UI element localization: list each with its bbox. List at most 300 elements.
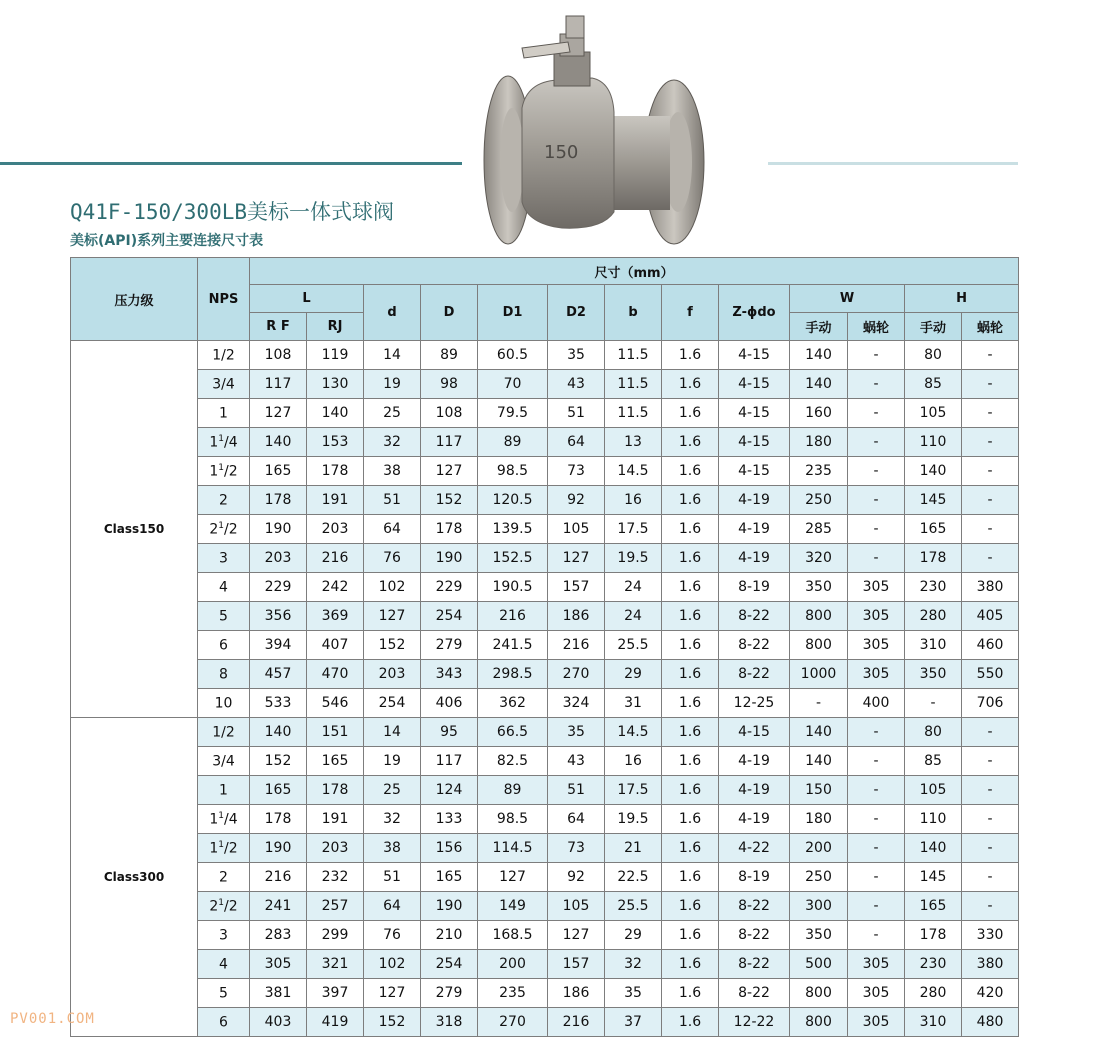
cell-d: 133: [421, 805, 478, 834]
cell-d1: 114.5: [478, 834, 548, 863]
cell-w-manual: 140: [790, 370, 848, 399]
cell-rj: 178: [307, 457, 364, 486]
cell-d: 190: [421, 892, 478, 921]
cell-d: 14: [364, 341, 421, 370]
cell-d: 318: [421, 1008, 478, 1037]
cell-w-worm: -: [848, 486, 905, 515]
cell-b: 11.5: [605, 370, 662, 399]
cell-d: 89: [421, 341, 478, 370]
cell-rj: 369: [307, 602, 364, 631]
cell-f: 1.6: [662, 689, 719, 718]
nps-fraction: /4: [224, 434, 238, 451]
cell-w-worm: 400: [848, 689, 905, 718]
nps-whole: 1: [209, 840, 219, 857]
cell-rj: 470: [307, 660, 364, 689]
table-row: [71, 428, 1019, 457]
cell-h-worm: 706: [962, 689, 1019, 718]
cell-z: 8-22: [719, 950, 790, 979]
cell-d: 406: [421, 689, 478, 718]
cell-d: 254: [421, 602, 478, 631]
header-l: L: [250, 285, 364, 313]
cell-z: 4-22: [719, 834, 790, 863]
cell-z: 8-22: [719, 660, 790, 689]
cell-d2: 92: [548, 863, 605, 892]
cell-f: 1.6: [662, 979, 719, 1008]
cell-d2: 127: [548, 544, 605, 573]
cell-h-manual: 105: [905, 399, 962, 428]
cell-z: 12-22: [719, 1008, 790, 1037]
cell-d1: 127: [478, 863, 548, 892]
cell-d2: 92: [548, 486, 605, 515]
header-rule-right: [768, 162, 1018, 165]
cell-f: 1.6: [662, 370, 719, 399]
cell-b: 13: [605, 428, 662, 457]
cell-z: 4-15: [719, 341, 790, 370]
cell-b: 19.5: [605, 805, 662, 834]
cell-z: 4-19: [719, 544, 790, 573]
cell-h-manual: 80: [905, 718, 962, 747]
cell-w-worm: -: [848, 718, 905, 747]
cell-rf: 190: [250, 834, 307, 863]
nps-fraction: /2: [224, 840, 238, 857]
table-row: [71, 950, 1019, 979]
nps-cell: [198, 428, 250, 457]
table-row: [71, 718, 1019, 747]
cell-d2: 73: [548, 457, 605, 486]
cell-h-worm: -: [962, 486, 1019, 515]
header-w-worm: 蜗轮: [848, 313, 905, 341]
cell-h-manual: 140: [905, 457, 962, 486]
cell-w-manual: 1000: [790, 660, 848, 689]
header-rj: RJ: [307, 313, 364, 341]
cell-rf: 178: [250, 805, 307, 834]
table-row: [71, 805, 1019, 834]
nps-fraction-numerator: 1: [218, 520, 225, 531]
cell-h-manual: 165: [905, 515, 962, 544]
cell-w-worm: -: [848, 805, 905, 834]
cell-d: 76: [364, 544, 421, 573]
cell-z: 4-15: [719, 718, 790, 747]
cell-w-worm: -: [848, 892, 905, 921]
header-d: d: [364, 285, 421, 341]
cell-d2: 270: [548, 660, 605, 689]
cell-d: 102: [364, 573, 421, 602]
table-row: [71, 631, 1019, 660]
cell-h-worm: -: [962, 544, 1019, 573]
cell-rj: 191: [307, 805, 364, 834]
cell-w-manual: 180: [790, 805, 848, 834]
cell-rf: 178: [250, 486, 307, 515]
cell-d1: 98.5: [478, 805, 548, 834]
cell-d1: 190.5: [478, 573, 548, 602]
cell-w-worm: 305: [848, 602, 905, 631]
cell-w-worm: -: [848, 921, 905, 950]
cell-b: 37: [605, 1008, 662, 1037]
cell-w-worm: -: [848, 544, 905, 573]
table-row: [71, 370, 1019, 399]
pressure-class-label: Class300: [71, 718, 198, 1037]
cell-rj: 321: [307, 950, 364, 979]
cell-d: 124: [421, 776, 478, 805]
cell-rf: 216: [250, 863, 307, 892]
cell-d1: 89: [478, 428, 548, 457]
cell-f: 1.6: [662, 544, 719, 573]
cell-w-manual: 180: [790, 428, 848, 457]
header-h-manual: 手动: [905, 313, 962, 341]
cell-d: 14: [364, 718, 421, 747]
cell-rf: 241: [250, 892, 307, 921]
cell-d: 343: [421, 660, 478, 689]
cell-d: 127: [421, 457, 478, 486]
cell-z: 4-19: [719, 805, 790, 834]
cell-w-manual: -: [790, 689, 848, 718]
nps-whole: 10: [214, 695, 233, 712]
cell-rf: 533: [250, 689, 307, 718]
nps-whole: 6: [219, 1014, 228, 1031]
cell-h-manual: 230: [905, 950, 962, 979]
cell-rf: 457: [250, 660, 307, 689]
cell-w-worm: -: [848, 747, 905, 776]
cell-w-worm: -: [848, 776, 905, 805]
header-d2: D2: [548, 285, 605, 341]
cell-rf: 203: [250, 544, 307, 573]
cell-w-worm: -: [848, 457, 905, 486]
cell-w-manual: 350: [790, 921, 848, 950]
nps-cell: [198, 776, 250, 805]
cell-d: 51: [364, 863, 421, 892]
table-row: [71, 515, 1019, 544]
cell-z: 8-19: [719, 863, 790, 892]
cell-d: 19: [364, 370, 421, 399]
nps-cell: [198, 370, 250, 399]
cell-h-manual: 280: [905, 602, 962, 631]
table-row: [71, 660, 1019, 689]
nps-cell: [198, 515, 250, 544]
nps-fraction-numerator: 1: [218, 462, 225, 473]
cell-z: 4-15: [719, 457, 790, 486]
table-row: [71, 399, 1019, 428]
table-row: [71, 573, 1019, 602]
nps-whole: 5: [219, 985, 228, 1002]
nps-whole: 1: [209, 811, 219, 828]
cell-w-worm: 305: [848, 631, 905, 660]
table-row: [71, 1008, 1019, 1037]
pressure-class-label: Class150: [71, 341, 198, 718]
cell-z: 8-22: [719, 631, 790, 660]
header-w: W: [790, 285, 905, 313]
cell-h-manual: 110: [905, 805, 962, 834]
cell-b: 17.5: [605, 515, 662, 544]
cell-z: 8-22: [719, 602, 790, 631]
cell-h-worm: 480: [962, 1008, 1019, 1037]
cell-f: 1.6: [662, 1008, 719, 1037]
page-subtitle: 美标(API)系列主要连接尺寸表: [70, 233, 264, 249]
cell-h-worm: -: [962, 863, 1019, 892]
cell-d: 98: [421, 370, 478, 399]
nps-whole: 1: [209, 434, 219, 451]
cell-b: 32: [605, 950, 662, 979]
cell-d: 279: [421, 631, 478, 660]
cell-d: 152: [364, 1008, 421, 1037]
cell-d2: 35: [548, 341, 605, 370]
nps-cell: [198, 950, 250, 979]
cell-rj: 397: [307, 979, 364, 1008]
table-row: [71, 921, 1019, 950]
cell-w-manual: 800: [790, 602, 848, 631]
cell-h-manual: 145: [905, 486, 962, 515]
nps-whole: 2: [209, 898, 219, 915]
nps-whole: 1: [209, 463, 219, 480]
cell-d: 203: [364, 660, 421, 689]
cell-w-worm: -: [848, 515, 905, 544]
cell-d: 76: [364, 921, 421, 950]
nps-cell: [198, 399, 250, 428]
nps-cell: [198, 689, 250, 718]
cell-w-manual: 250: [790, 863, 848, 892]
cell-h-manual: 165: [905, 892, 962, 921]
nps-fraction-numerator: 1: [218, 810, 225, 821]
nps-cell: [198, 747, 250, 776]
dimension-table: [70, 257, 1019, 1037]
cell-f: 1.6: [662, 950, 719, 979]
cell-z: 4-15: [719, 370, 790, 399]
cell-h-manual: 178: [905, 544, 962, 573]
cell-b: 29: [605, 660, 662, 689]
cell-d: 127: [364, 979, 421, 1008]
cell-z: 4-19: [719, 776, 790, 805]
cell-b: 11.5: [605, 341, 662, 370]
cell-d2: 324: [548, 689, 605, 718]
cell-d: 117: [421, 428, 478, 457]
cell-b: 16: [605, 747, 662, 776]
cell-h-worm: 330: [962, 921, 1019, 950]
nps-cell: [198, 457, 250, 486]
table-row: [71, 544, 1019, 573]
table-row: [71, 863, 1019, 892]
cell-d1: 66.5: [478, 718, 548, 747]
table-row: [71, 689, 1019, 718]
nps-fraction: 3/4: [212, 753, 235, 770]
cell-d1: 168.5: [478, 921, 548, 950]
cell-h-worm: -: [962, 457, 1019, 486]
cell-d: 165: [421, 863, 478, 892]
cell-h-worm: -: [962, 428, 1019, 457]
nps-cell: [198, 718, 250, 747]
cell-rf: 356: [250, 602, 307, 631]
nps-cell: [198, 631, 250, 660]
cell-h-worm: 380: [962, 950, 1019, 979]
cell-w-worm: -: [848, 834, 905, 863]
cell-rf: 165: [250, 776, 307, 805]
header-h: H: [905, 285, 1019, 313]
nps-whole: 2: [209, 521, 219, 538]
cell-rj: 546: [307, 689, 364, 718]
cell-rj: 299: [307, 921, 364, 950]
cell-w-manual: 150: [790, 776, 848, 805]
cell-d: 152: [364, 631, 421, 660]
cell-d: 108: [421, 399, 478, 428]
cell-d: 190: [421, 544, 478, 573]
cell-d: 25: [364, 399, 421, 428]
cell-b: 19.5: [605, 544, 662, 573]
ball-valve-image: [482, 12, 722, 248]
cell-d: 32: [364, 805, 421, 834]
cell-f: 1.6: [662, 660, 719, 689]
cell-w-manual: 140: [790, 718, 848, 747]
cell-d: 38: [364, 834, 421, 863]
cell-rf: 117: [250, 370, 307, 399]
cell-b: 29: [605, 921, 662, 950]
cell-rj: 191: [307, 486, 364, 515]
cell-f: 1.6: [662, 834, 719, 863]
nps-whole: 1: [219, 405, 228, 422]
cell-d2: 73: [548, 834, 605, 863]
header-b: b: [605, 285, 662, 341]
cell-d1: 235: [478, 979, 548, 1008]
nps-cell: [198, 863, 250, 892]
nps-fraction: /2: [224, 463, 238, 480]
cell-b: 24: [605, 573, 662, 602]
cell-d2: 216: [548, 1008, 605, 1037]
cell-w-manual: 800: [790, 1008, 848, 1037]
cell-rj: 216: [307, 544, 364, 573]
nps-fraction-numerator: 1: [218, 897, 225, 908]
cell-b: 24: [605, 602, 662, 631]
table-row: [71, 892, 1019, 921]
table-row: [71, 457, 1019, 486]
nps-whole: 4: [219, 579, 228, 596]
cell-d1: 139.5: [478, 515, 548, 544]
cell-b: 14.5: [605, 457, 662, 486]
nps-whole: 1: [219, 782, 228, 799]
cell-w-manual: 800: [790, 979, 848, 1008]
cell-d: 32: [364, 428, 421, 457]
cell-d: 117: [421, 747, 478, 776]
cell-f: 1.6: [662, 486, 719, 515]
cell-h-worm: -: [962, 747, 1019, 776]
cell-w-manual: 800: [790, 631, 848, 660]
cell-rj: 178: [307, 776, 364, 805]
cell-z: 4-19: [719, 515, 790, 544]
cell-h-manual: 140: [905, 834, 962, 863]
cell-w-worm: 305: [848, 573, 905, 602]
cell-rf: 127: [250, 399, 307, 428]
cell-z: 4-19: [719, 486, 790, 515]
cell-b: 17.5: [605, 776, 662, 805]
nps-whole: 8: [219, 666, 228, 683]
cell-d2: 105: [548, 892, 605, 921]
nps-cell: [198, 805, 250, 834]
nps-whole: 5: [219, 608, 228, 625]
cell-d1: 149: [478, 892, 548, 921]
cell-h-worm: 550: [962, 660, 1019, 689]
cell-d1: 152.5: [478, 544, 548, 573]
cell-rf: 403: [250, 1008, 307, 1037]
cell-z: 8-22: [719, 921, 790, 950]
cell-h-worm: -: [962, 892, 1019, 921]
cell-h-manual: 85: [905, 747, 962, 776]
cell-d1: 216: [478, 602, 548, 631]
cell-f: 1.6: [662, 747, 719, 776]
cell-d2: 64: [548, 805, 605, 834]
cell-d2: 186: [548, 979, 605, 1008]
cell-d2: 64: [548, 428, 605, 457]
cell-rf: 140: [250, 428, 307, 457]
nps-cell: [198, 602, 250, 631]
cell-w-manual: 140: [790, 341, 848, 370]
cell-d: 127: [364, 602, 421, 631]
cell-w-manual: 300: [790, 892, 848, 921]
cell-d1: 98.5: [478, 457, 548, 486]
cell-rf: 229: [250, 573, 307, 602]
cell-rf: 140: [250, 718, 307, 747]
nps-fraction: 1/2: [212, 724, 235, 741]
cell-d2: 157: [548, 950, 605, 979]
cell-rf: 305: [250, 950, 307, 979]
body-mark-text: 150: [544, 142, 579, 163]
cell-h-worm: 405: [962, 602, 1019, 631]
nps-cell: [198, 573, 250, 602]
cell-w-manual: 140: [790, 747, 848, 776]
cell-w-manual: 500: [790, 950, 848, 979]
cell-d1: 298.5: [478, 660, 548, 689]
cell-z: 4-15: [719, 428, 790, 457]
cell-rj: 153: [307, 428, 364, 457]
nps-whole: 6: [219, 637, 228, 654]
nps-whole: 4: [219, 956, 228, 973]
cell-h-manual: 105: [905, 776, 962, 805]
table-row: [71, 834, 1019, 863]
nps-cell: [198, 921, 250, 950]
cell-h-worm: -: [962, 341, 1019, 370]
cell-f: 1.6: [662, 718, 719, 747]
cell-f: 1.6: [662, 457, 719, 486]
cell-rj: 165: [307, 747, 364, 776]
nps-fraction: /2: [224, 521, 238, 538]
table-row: [71, 979, 1019, 1008]
cell-w-worm: 305: [848, 660, 905, 689]
cell-d: 254: [421, 950, 478, 979]
cell-f: 1.6: [662, 631, 719, 660]
cell-d1: 89: [478, 776, 548, 805]
cell-rj: 407: [307, 631, 364, 660]
table-body: [71, 341, 1019, 1037]
cell-h-manual: 85: [905, 370, 962, 399]
cell-h-worm: -: [962, 515, 1019, 544]
cell-b: 22.5: [605, 863, 662, 892]
cell-h-manual: 310: [905, 1008, 962, 1037]
cell-z: 8-19: [719, 573, 790, 602]
nps-cell: [198, 1008, 250, 1037]
cell-h-worm: -: [962, 776, 1019, 805]
table-row: [71, 602, 1019, 631]
cell-w-manual: 285: [790, 515, 848, 544]
cell-d: 64: [364, 515, 421, 544]
nps-cell: [198, 979, 250, 1008]
cell-f: 1.6: [662, 921, 719, 950]
cell-f: 1.6: [662, 573, 719, 602]
cell-h-worm: 380: [962, 573, 1019, 602]
cell-h-manual: 310: [905, 631, 962, 660]
cell-rj: 203: [307, 515, 364, 544]
cell-d: 38: [364, 457, 421, 486]
nps-cell: [198, 660, 250, 689]
cell-w-worm: 305: [848, 979, 905, 1008]
cell-b: 11.5: [605, 399, 662, 428]
nps-whole: 3: [219, 550, 228, 567]
cell-rf: 152: [250, 747, 307, 776]
header-d1: D1: [478, 285, 548, 341]
